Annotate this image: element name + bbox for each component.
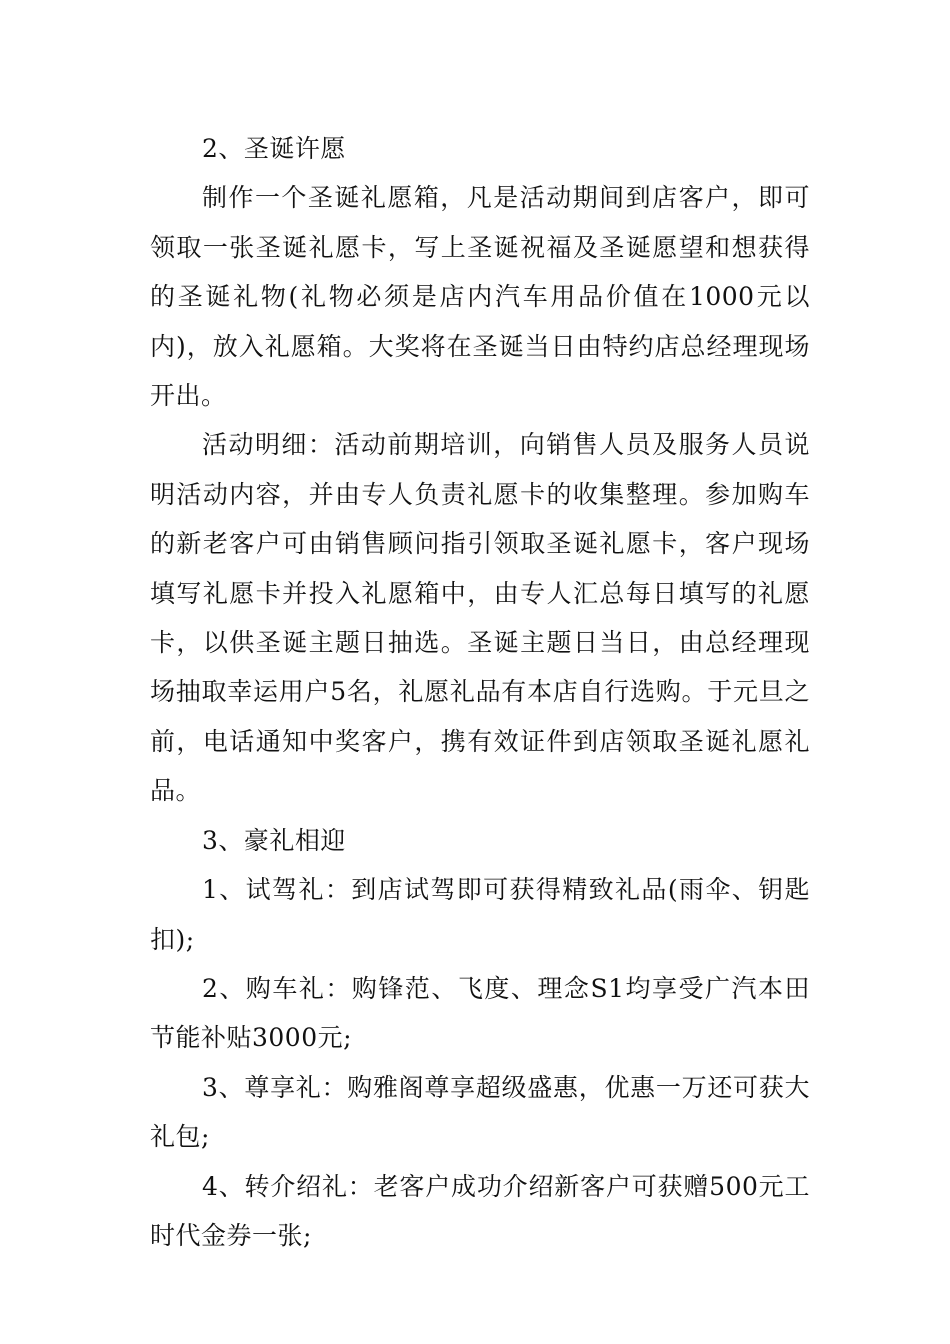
list-item-premium-gift: 3、尊享礼：购雅阁尊享超级盛惠，优惠一万还可获大礼包; xyxy=(150,1072,810,1152)
list-item-referral-gift: 4、转介绍礼：老客户成功介绍新客户可获赠500元工时代金券一张; xyxy=(150,1171,810,1250)
paragraph-activity-details: 活动明细：活动前期培训，向销售人员及服务人员说明活动内容，并由专人负责礼愿卡的收集整理。参加购车的新老客户可由销售顾问指引领取圣诞礼愿卡，客户现场填写礼愿卡并投入礼愿箱中，由专人汇总每日填写的礼愿卡，以供圣诞主题日抽选。圣诞主题日当日，由总经理现场抽取幸运用户5名，礼愿礼品有本店自行选购。于元旦之前，电话通知中奖客户，携有效证件到店领取圣诞礼愿礼品。 xyxy=(150,430,810,806)
section-heading-christmas-wish: 2、圣诞许愿 xyxy=(202,134,346,163)
list-item-purchase-gift: 2、购车礼：购锋范、飞度、理念S1均享受广汽本田节能补贴3000元; xyxy=(150,973,810,1053)
paragraph-wish-box: 制作一个圣诞礼愿箱，凡是活动期间到店客户，即可领取一张圣诞礼愿卡，写上圣诞祝福及圣诞愿望和想获得的圣诞礼物(礼物必须是店内汽车用品价值在1000元以内)，放入礼愿箱。大奖将在圣诞当日由特约店总经理现场开出。 xyxy=(150,183,810,411)
list-item-test-drive-gift: 1、试驾礼：到店试驾即可获得精致礼品(雨伞、钥匙扣); xyxy=(150,875,810,954)
document-body xyxy=(150,124,810,1260)
section-heading-gifts: 3、豪礼相迎 xyxy=(202,825,346,855)
